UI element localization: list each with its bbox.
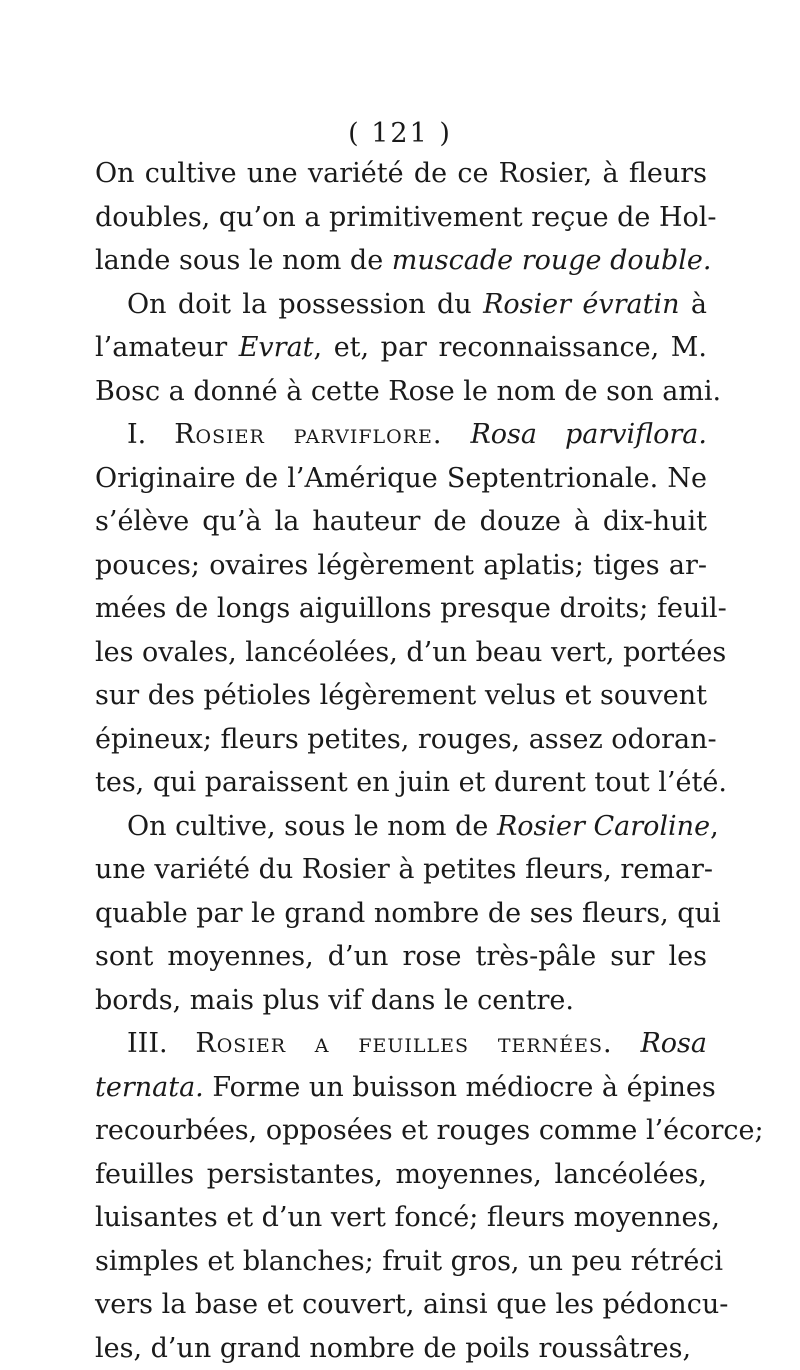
text-run: une variété du Rosier à petites fleurs, remar- (95, 854, 713, 885)
text-run (443, 419, 471, 450)
text-line (95, 587, 707, 631)
text-run: Forme un buisson médiocre à épines (204, 1072, 716, 1103)
italic-text: ternata. (95, 1072, 204, 1103)
text-run: I. (127, 419, 174, 450)
text-run: Originaire de l’Amérique Septentrionale. Ne (95, 463, 707, 494)
text-line (95, 457, 707, 501)
text-run: à (680, 289, 707, 320)
text-run: On doit la possession du (127, 289, 483, 320)
text-line (95, 196, 707, 240)
text-run: tes, qui paraissent en juin et durent tout l’été. (95, 767, 727, 798)
text-line (95, 326, 707, 370)
text-line (95, 370, 707, 414)
text-line (95, 979, 707, 1023)
text-run: les ovales, lancéolées, d’un beau vert, portées (95, 637, 726, 668)
text-line (95, 283, 707, 327)
text-line (95, 674, 707, 718)
italic-text: Rosier Caroline (497, 811, 710, 842)
text-run: bords, mais plus vif dans le centre. (95, 985, 574, 1016)
text-run: sur des pétioles légèrement velus et souvent (95, 680, 707, 711)
text-run: l’amateur (95, 332, 239, 363)
text-run: épineux; fleurs petites, rouges, assez odoran- (95, 724, 717, 755)
text-line (95, 1109, 707, 1153)
text-line (95, 500, 707, 544)
text-run: On cultive une variété de ce Rosier, à fleurs (95, 158, 707, 189)
text-line (95, 1196, 707, 1240)
italic-text: Rosa parviflora. (470, 419, 707, 450)
text-line (95, 1240, 707, 1284)
text-line (95, 718, 707, 762)
text-run: sont moyennes, d’un rose très-pâle sur les (95, 941, 707, 972)
text-run: III. (127, 1028, 195, 1059)
text-line (95, 239, 707, 283)
small-caps-heading: Rosier parviflore. (174, 419, 442, 450)
text-run: , (710, 811, 719, 842)
text-line (95, 1066, 707, 1110)
text-run: , et, par reconnaissance, M. (314, 332, 707, 363)
italic-text: muscade rouge double. (392, 245, 712, 276)
text-line (95, 1283, 707, 1327)
body-text (95, 152, 707, 1370)
text-run: lande sous le nom de (95, 245, 392, 276)
text-line (95, 1327, 707, 1370)
text-line (95, 935, 707, 979)
text-run: Bosc a donné à cette Rose le nom de son ami. (95, 376, 721, 407)
text-line (95, 805, 707, 849)
text-line (95, 761, 707, 805)
text-run: recourbées, opposées et rouges comme l’écorce; (95, 1115, 764, 1146)
italic-text: Rosier évratin (483, 289, 679, 320)
text-run: simples et blanches; fruit gros, un peu rétréci (95, 1246, 723, 1277)
text-run: les, d’un grand nombre de poils roussâtres, (95, 1333, 691, 1364)
text-run: On cultive, sous le nom de (127, 811, 497, 842)
text-run (613, 1028, 641, 1059)
text-line (95, 848, 707, 892)
text-line (95, 1022, 707, 1066)
text-line (95, 152, 707, 196)
text-line (95, 892, 707, 936)
text-line (95, 413, 707, 457)
small-caps-heading: Rosier a feuilles ternées. (195, 1028, 612, 1059)
text-run: vers la base et couvert, ainsi que les pédoncu- (95, 1289, 728, 1320)
text-line (95, 544, 707, 588)
text-run: mées de longs aiguillons presque droits; feuil- (95, 593, 727, 624)
text-line (95, 631, 707, 675)
text-line (95, 1153, 707, 1197)
text-run: pouces; ovaires légèrement aplatis; tiges ar- (95, 550, 707, 581)
italic-text: Rosa (640, 1028, 707, 1059)
text-run: luisantes et d’un vert foncé; fleurs moyennes, (95, 1202, 720, 1233)
text-run: feuilles persistantes, moyennes, lancéolées, (95, 1159, 707, 1190)
text-run: doubles, qu’on a primitivement reçue de Hol- (95, 202, 717, 233)
italic-text: Evrat (239, 332, 314, 363)
text-run: quable par le grand nombre de ses fleurs, qui (95, 898, 721, 929)
text-run: s’élève qu’à la hauteur de douze à dix-huit (95, 506, 707, 537)
page-number: ( 121 ) (0, 118, 800, 149)
